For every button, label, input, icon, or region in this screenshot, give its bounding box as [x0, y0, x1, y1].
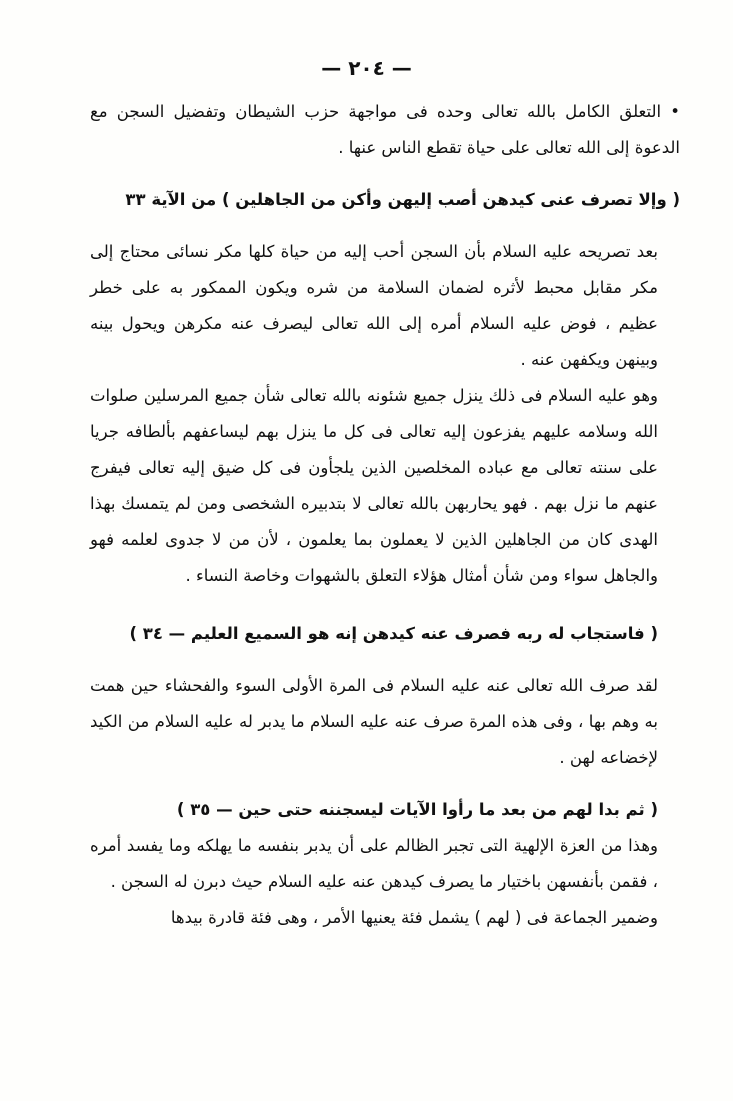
verse-heading-34: ( فاستجاب له ربه فصرف عنه كيدهن إنه هو السميع العليم — ٣٤ ): [129, 624, 658, 643]
verse-heading-35: ( ثم بدا لهم من بعد ما رأوا الآيات ليسجننه حتى حين — ٣٥ ): [176, 800, 658, 819]
paragraph-commentary-4: وهذا من العزة الإلهية التى تجبر الظالم على أن يدبر بنفسه ما يهلكه وما يفسد أمره ، فقمن بأنفسهن باختيار ما يصرف كيدهن عنه عليه السلام حيث دبرن له السجن .: [90, 836, 658, 891]
spacer: [90, 652, 680, 668]
spacer: [90, 776, 680, 792]
paragraph-bullet-summary: • التعلق الكامل بالله تعالى وحده فى مواجهة حزب الشيطان وتفضيل السجن مع الدعوة إلى الله تعالى على حياة تقطع الناس عنها .: [90, 102, 680, 157]
page-number: — ٢٠٤ —: [321, 56, 412, 80]
spacer: [90, 594, 680, 616]
paragraph-commentary-5: وضمير الجماعة فى ( لهم ) يشمل فئة يعنيها الأمر ، وهى فئة قادرة بيدها: [170, 908, 658, 927]
paragraph-commentary-2: وهو عليه السلام فى ذلك ينزل جميع شئونه بالله تعالى شأن جميع المرسلين صلوات الله وسلامه عليهم يفزعون إليه تعالى فى كل ما ينزل بهم ليساعفهم بألطافه جريا على سنته تعالى مع عباده المخلصين الذين يلجأون فى كل ضيق إليه تعالى فيفرج عنهم ما نزل بهم . فهو يحاربهن بالله تعالى لا بتدبيره الشخصى ومن لم يتمسك بهذا الهدى كان من الجاهلين الذين لا يعملون بما يعلمون ، لأن من لا جدوى لعلمه فهو والجاهل سواء ومن شأن أمثال هؤلاء التعلق بالشهوات وخاصة النساء .: [90, 386, 658, 585]
page-body: [90, 94, 680, 936]
paragraph-commentary-1: بعد تصريحه عليه السلام بأن السجن أحب إليه من حياة كلها مكر نسائى محتاج إلى مكر مقابل محبط لأثره لضمان السلامة من شره ويكون الممكور به على خطر عظيم ، فوض عليه السلام أمره إلى الله تعالى ليصرف عنه مكرهن ويحول بينه وبينهن ويكفهن عنه .: [90, 242, 658, 369]
spacer: [90, 218, 680, 234]
verse-heading-33: ( وإلا تصرف عنى كيدهن أصب إليهن وأكن من الجاهلين ) من الآية ٣٣: [125, 190, 680, 209]
spacer: [90, 166, 680, 182]
paragraph-commentary-3: لقد صرف الله تعالى عنه عليه السلام فى المرة الأولى السوء والفحشاء حين همت به وهم بها ، وفى هذه المرة صرف عنه عليه السلام ما يدبر له عليه السلام من الكيد لإخضاعه لهن .: [90, 676, 658, 767]
